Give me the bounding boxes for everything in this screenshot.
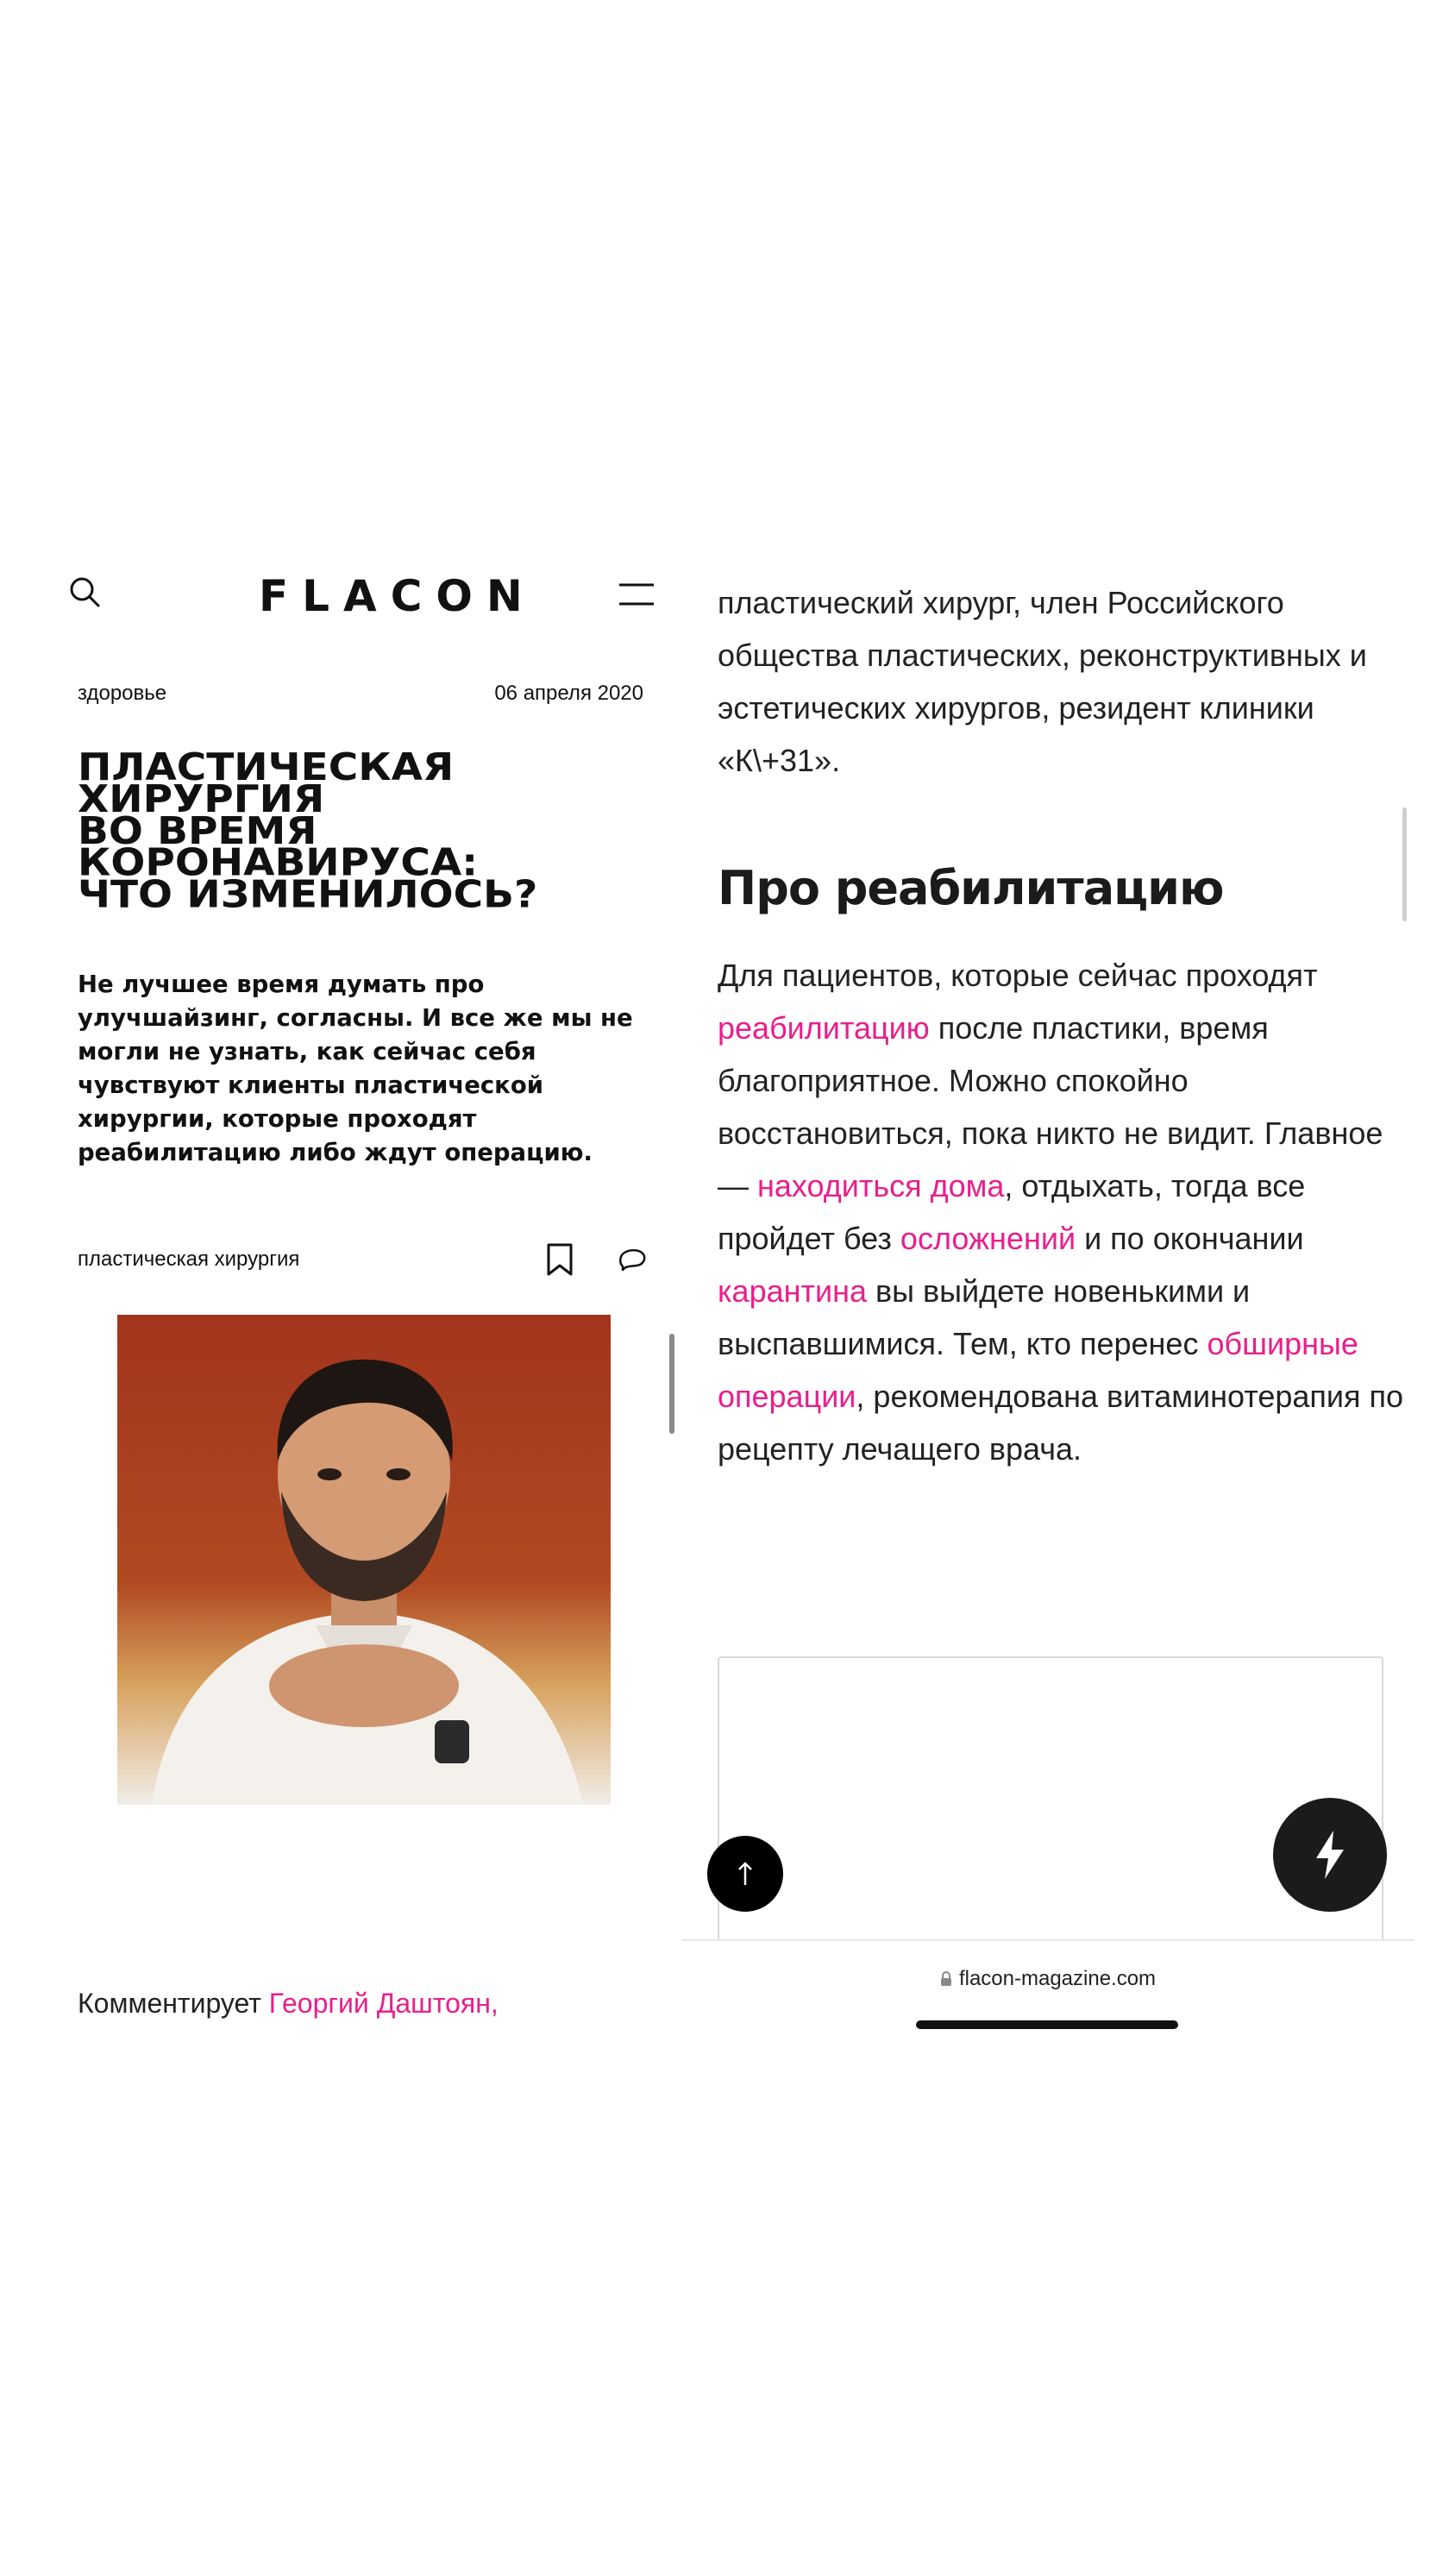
lightning-button[interactable] <box>1273 1798 1387 1912</box>
inline-link[interactable]: карантина <box>718 1273 867 1309</box>
scrollbar[interactable] <box>669 1334 674 1434</box>
article-paragraph <box>718 949 1408 1475</box>
paragraph-text: и по окончании <box>1076 1221 1304 1256</box>
title-line: ПЛАСТИЧЕСКАЯ <box>78 745 455 790</box>
article-lede: Не лучшее время думать про улучшайзинг, согласны. И все же мы не могли не узнать, как сейчас себя чувствуют клиенты пластической хирургии, которые проходят реабилитацию либо ждут операцию. <box>78 971 633 1166</box>
home-indicator[interactable] <box>916 2020 1178 2029</box>
title-line: ВО ВРЕМЯ <box>78 809 317 853</box>
title-line: КОРОНАВИРУСА: <box>78 841 478 885</box>
left-panel <box>0 552 681 2070</box>
paragraph-text: , рекомендована витаминотерапия по рецепту лечащего врача. <box>718 1379 1404 1467</box>
paragraph-text: , отдыхать, тогда все пройдет без <box>718 1168 1306 1256</box>
commentator-line <box>78 1988 499 2020</box>
title-line: ЧТО ИЗМЕНИЛОСЬ? <box>78 872 538 917</box>
url-text: flacon-magazine.com <box>958 1967 1157 1990</box>
inline-link[interactable]: реабилитацию <box>718 1010 930 1046</box>
title-line: ХИРУРГИЯ <box>78 777 325 822</box>
embedded-content-frame[interactable] <box>718 1656 1383 1960</box>
inline-link[interactable]: осложнений <box>900 1221 1076 1256</box>
paragraph-text: вы выйдете новенькими и выспавшимися. Тем, кто перенес <box>718 1273 1251 1361</box>
comment-prefix: Комментирует <box>78 1988 269 2019</box>
commentator-name-link[interactable]: Георгий Даштоян, <box>268 1988 499 2019</box>
search-icon[interactable] <box>67 575 102 609</box>
url-display[interactable] <box>681 1967 1414 1991</box>
commentator-bio: пластический хирург, член Российского общества пластических, реконструктивных и эстетических хирургов, резидент клиники «К\+31». <box>718 585 1367 778</box>
arrow-up-icon <box>732 1859 758 1888</box>
paragraph-text: после пластики, время благоприятное. Можно спокойно восстановиться, пока никто не видит. Главное — <box>718 1010 1383 1203</box>
inline-link[interactable]: находиться дома <box>757 1168 1005 1203</box>
article-title <box>78 745 664 917</box>
scroll-to-top-button[interactable] <box>707 1836 783 1912</box>
comment-icon[interactable] <box>618 1247 647 1273</box>
paragraph-text: Для пациентов, которые сейчас проходят <box>718 958 1318 993</box>
menu-icon[interactable] <box>619 581 654 607</box>
bookmark-icon[interactable] <box>545 1242 574 1277</box>
category-link[interactable]: здоровье <box>78 682 167 705</box>
inline-link[interactable]: обширные операции <box>718 1326 1358 1414</box>
section-heading: Про реабилитацию <box>718 861 1224 915</box>
lock-icon <box>940 1971 952 1987</box>
doctor-portrait-photo <box>117 1315 611 1805</box>
lightning-icon <box>1311 1829 1349 1881</box>
publish-date: 06 апреля 2020 <box>494 682 643 705</box>
browser-address-bar[interactable] <box>681 1939 1414 2062</box>
scrollbar[interactable] <box>1402 807 1407 921</box>
site-logo[interactable]: FLACON <box>259 571 536 621</box>
tag-link[interactable]: пластическая хирургия <box>78 1247 300 1271</box>
right-panel <box>681 552 1449 2070</box>
